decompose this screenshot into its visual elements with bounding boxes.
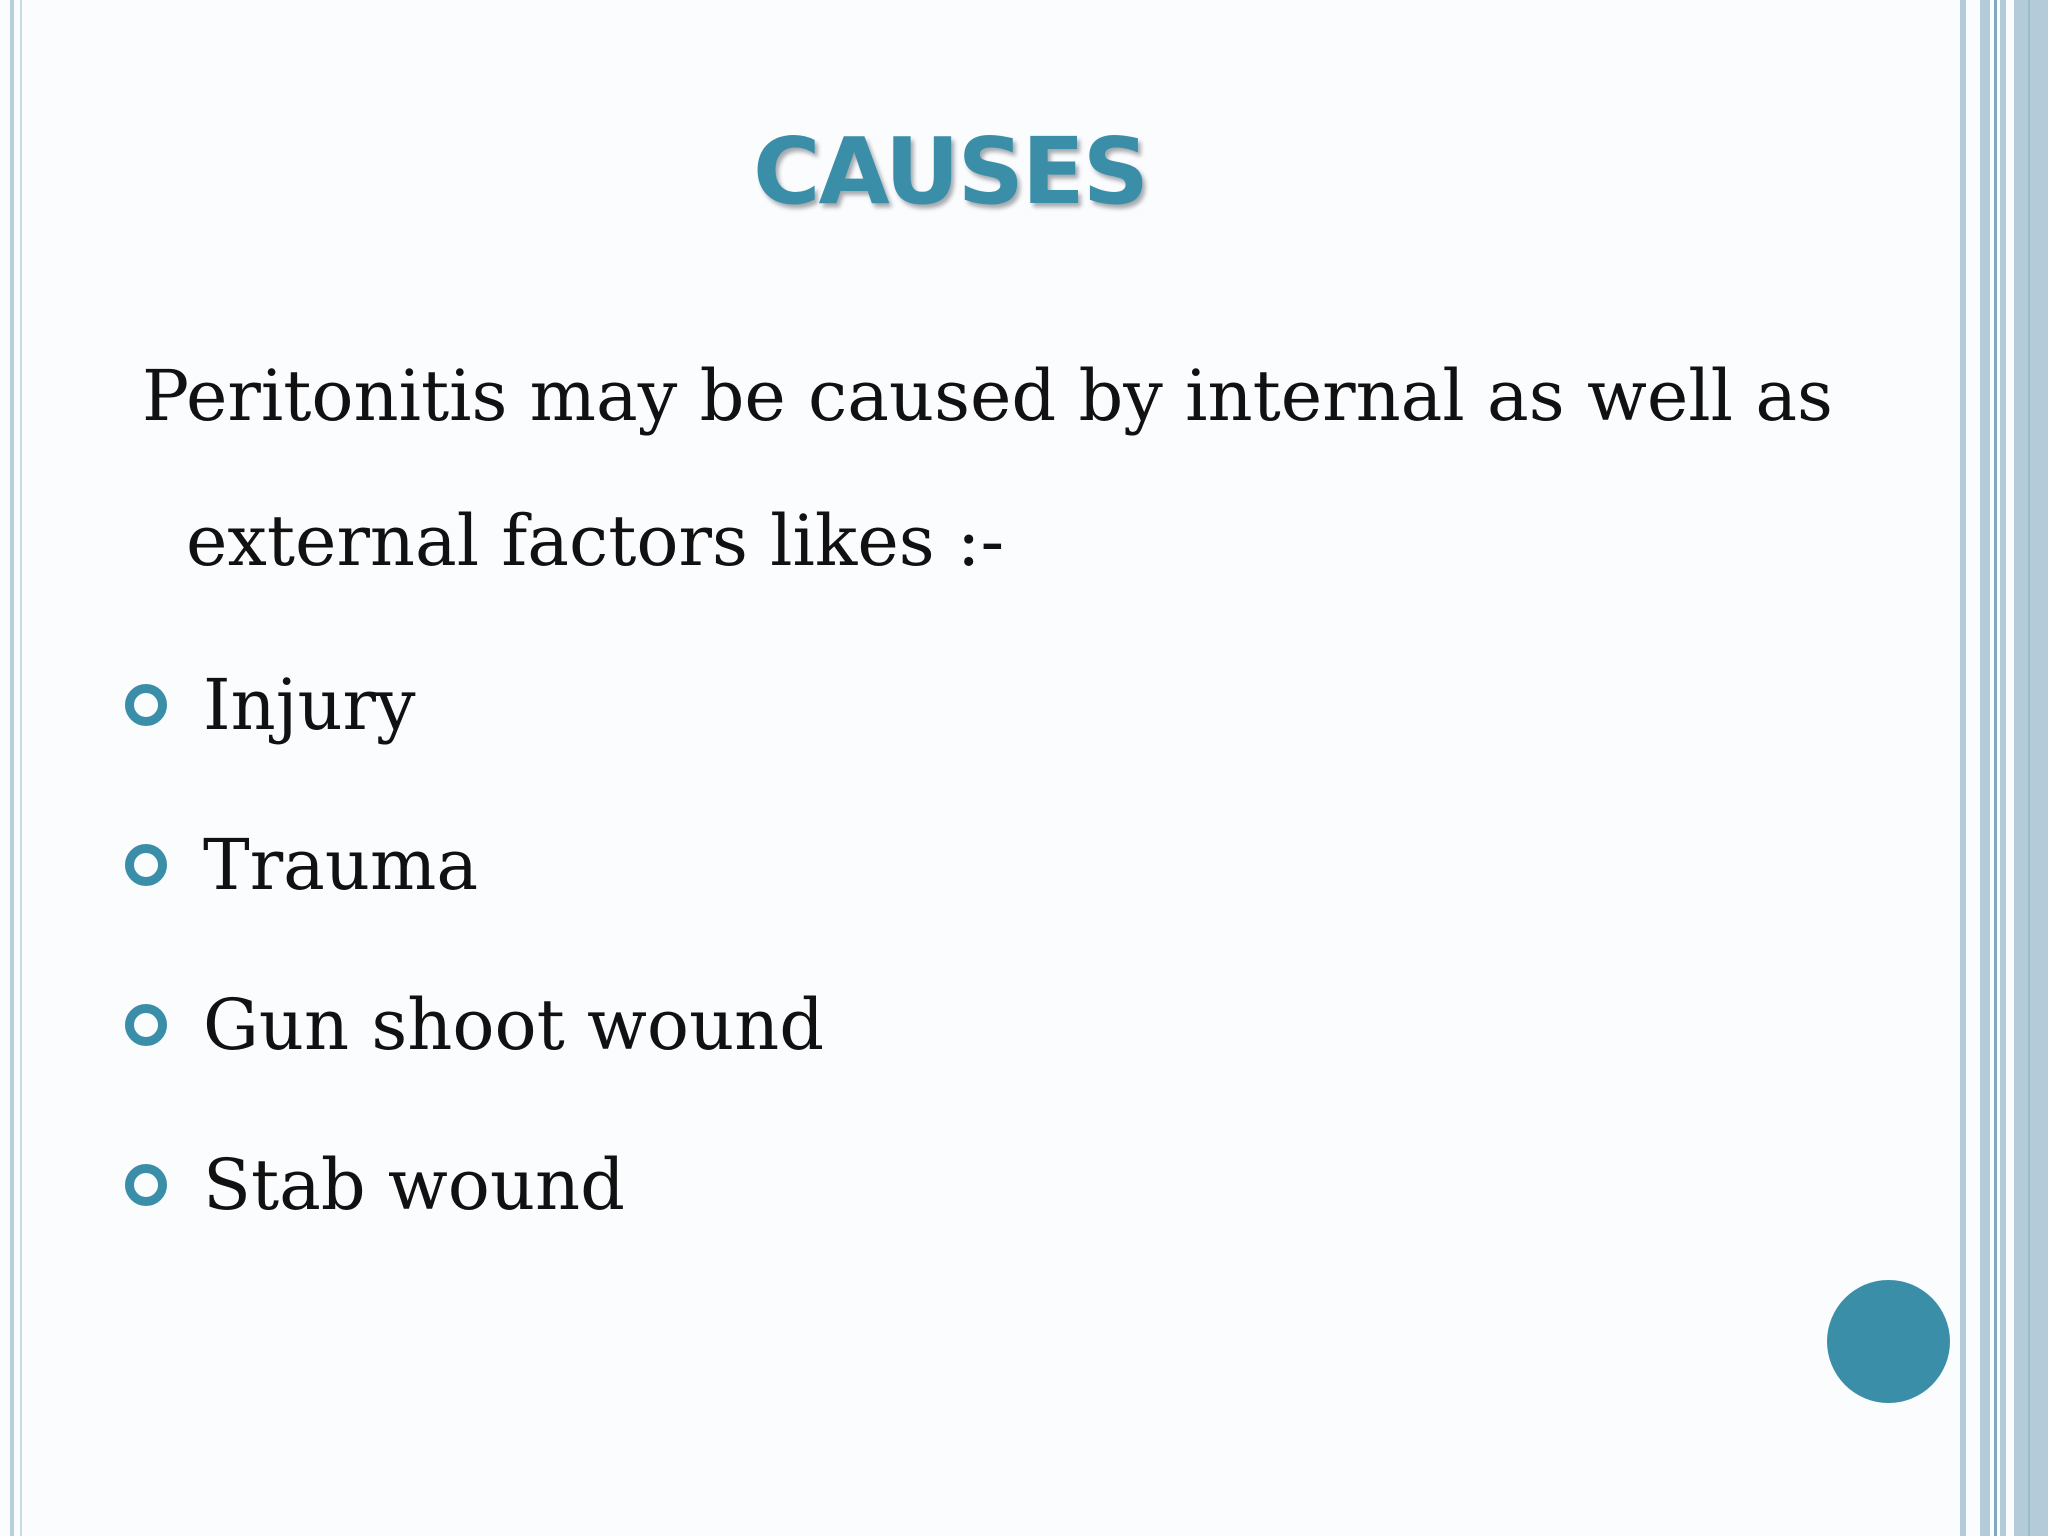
- intro-text-line-1: Peritonitis may be caused by internal as well as: [142, 355, 1833, 437]
- bullet-label: Stab wound: [203, 1144, 625, 1226]
- bullet-ring-icon: [125, 1004, 167, 1046]
- intro-text-line-2: external factors likes :-: [186, 500, 1005, 582]
- list-item: [125, 660, 416, 750]
- bullet-label: Gun shoot wound: [203, 984, 825, 1066]
- list-item: [125, 980, 824, 1070]
- list-item: [125, 820, 478, 910]
- bullet-ring-icon: [125, 684, 167, 726]
- bullet-label: Trauma: [203, 824, 479, 906]
- bullet-ring-icon: [125, 844, 167, 886]
- list-item: [125, 1140, 625, 1230]
- slide-title: CAUSES: [753, 118, 1147, 225]
- bullet-label: Injury: [203, 664, 416, 746]
- bullet-ring-icon: [125, 1164, 167, 1206]
- decorative-circle-icon: [1827, 1280, 1950, 1403]
